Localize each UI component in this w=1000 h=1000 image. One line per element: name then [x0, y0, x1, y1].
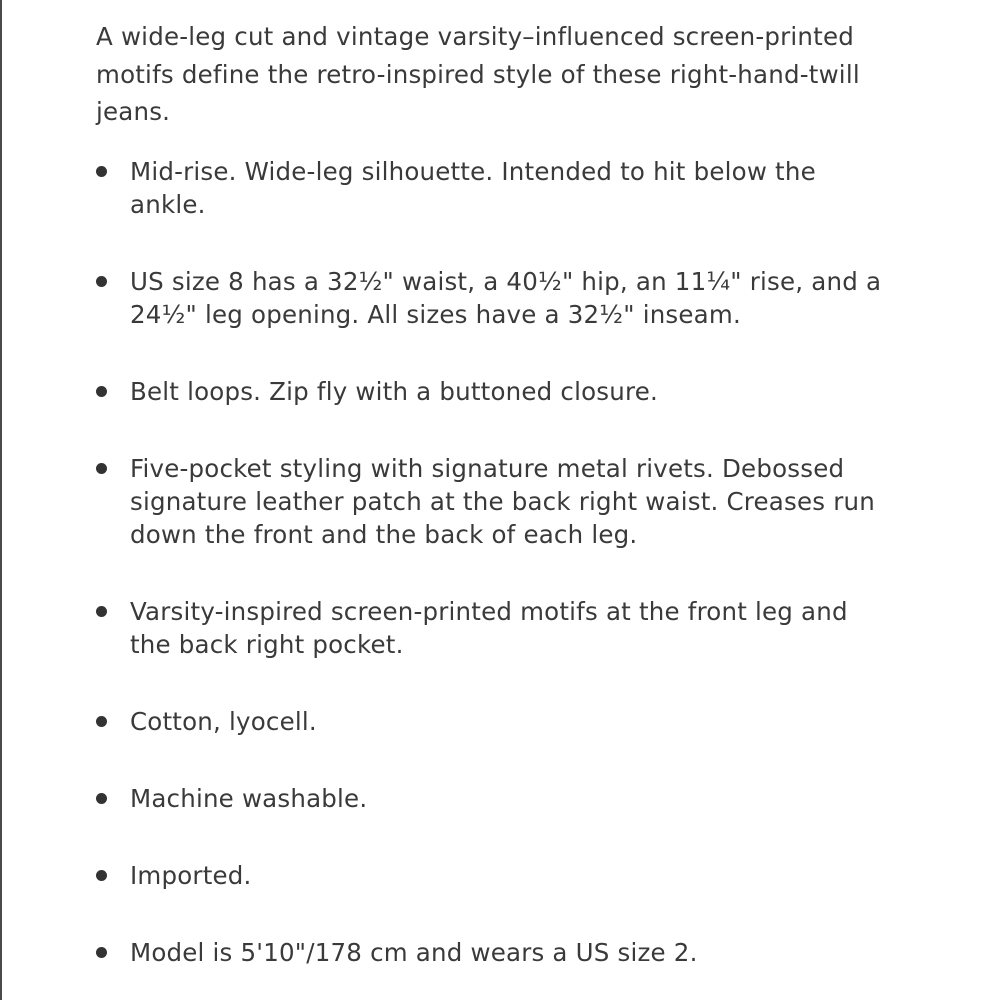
list-item: [96, 595, 896, 661]
bullet-icon: [96, 166, 107, 177]
list-item: [96, 265, 896, 331]
list-item-text: Model is 5'10"/178 cm and wears a US size 2.: [130, 937, 698, 967]
list-item: [96, 859, 896, 892]
bullet-icon: [96, 386, 107, 397]
list-item: [96, 452, 896, 551]
product-description: [96, 18, 896, 969]
bullet-icon: [96, 870, 107, 881]
left-border: [0, 0, 2, 1000]
bullet-icon: [96, 716, 107, 727]
description-intro: A wide-leg cut and vintage varsity–influenced screen-printed motifs define the retro-inspired style of these right-hand-twill jeans.: [96, 22, 860, 126]
list-item-text: US size 8 has a 32½" waist, a 40½" hip, an 11¼" rise, and a 24½" leg opening. All sizes have a 32½" inseam.: [130, 266, 882, 329]
list-item-text: Cotton, lyocell.: [130, 706, 317, 736]
list-item-text: Machine washable.: [130, 783, 368, 813]
list-item: [96, 155, 896, 221]
bullet-icon: [96, 606, 107, 617]
bullet-icon: [96, 793, 107, 804]
bullet-icon: [96, 463, 107, 474]
list-item-text: Varsity-inspired screen-printed motifs at the front leg and the back right pocket.: [130, 596, 848, 659]
bullet-icon: [96, 947, 107, 958]
list-item: [96, 705, 896, 738]
list-item: [96, 936, 896, 969]
product-details-list: [96, 155, 896, 969]
list-item-text: Belt loops. Zip fly with a buttoned closure.: [130, 376, 658, 406]
list-item-text: Five-pocket styling with signature metal rivets. Debossed signature leather patch at the back right waist. Creases run down the front and the back of each leg.: [130, 453, 875, 549]
list-item-text: Mid-rise. Wide-leg silhouette. Intended to hit below the ankle.: [130, 156, 816, 219]
bullet-icon: [96, 276, 107, 287]
list-item-text: Imported.: [130, 860, 252, 890]
list-item: [96, 782, 896, 815]
list-item: [96, 375, 896, 408]
